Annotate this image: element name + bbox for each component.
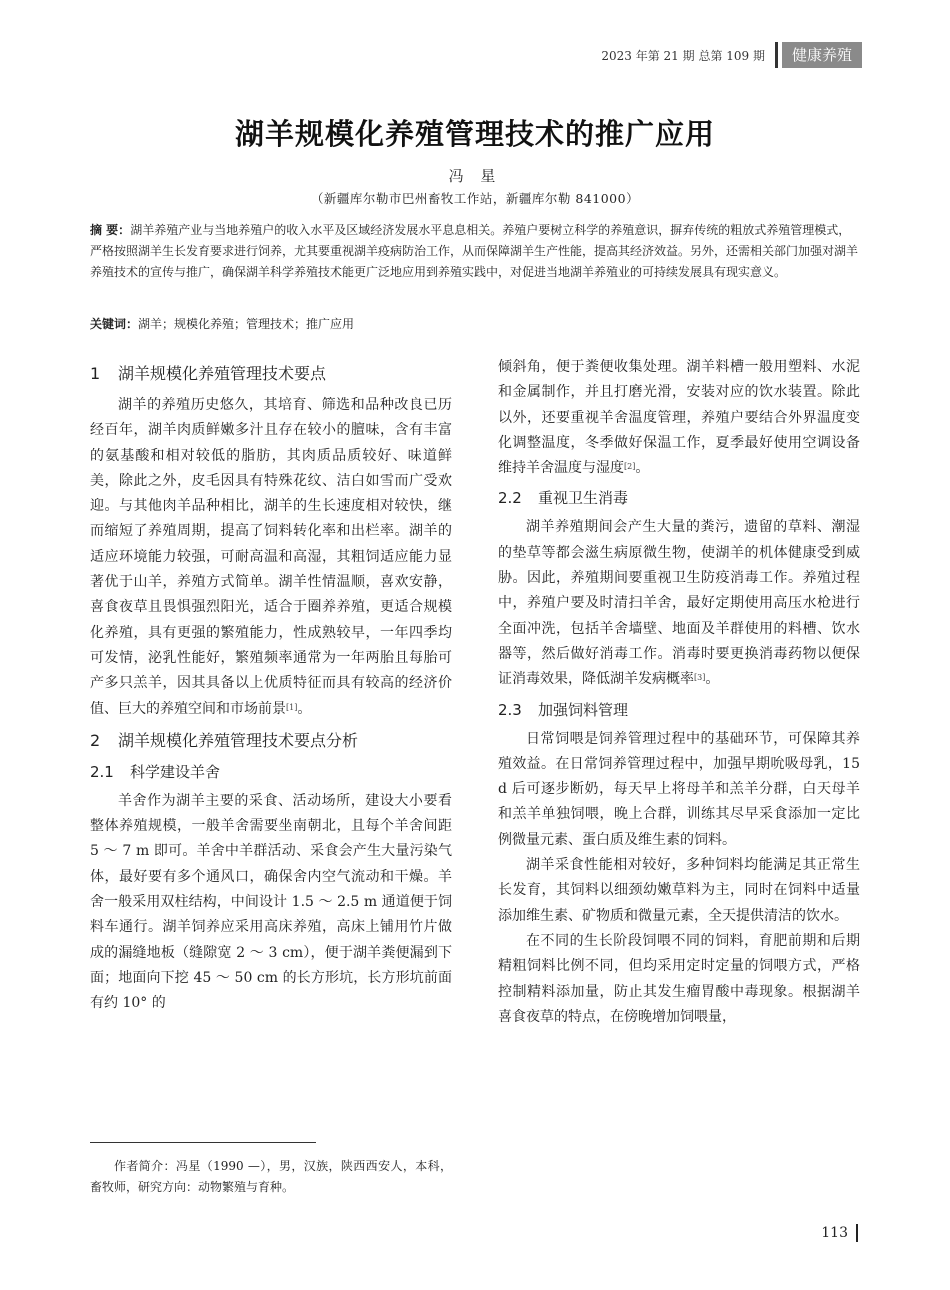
subsection-heading-2-3: 2.3 加强饲料管理 [498, 700, 629, 719]
citation-ref[interactable]: [3] [694, 673, 706, 683]
paper-title: 湖羊规模化养殖管理技术的推广应用 [234, 117, 715, 151]
body-paragraph: 日常饲喂是饲养管理过程中的基础环节，可保障其养殖效益。在日常饲养管理过程中，加强早期吮吸母乳，15 d 后可逐步断奶，每天早上将母羊和羔羊分群，白天母羊和羔羊单独饲喂，晚上合群，训练其尽早采食添加一定比例微量元素、蛋白质及维生素的饲料。 [498, 730, 860, 848]
abstract [90, 220, 862, 283]
body-paragraph: 在不同的生长阶段饲喂不同的饲料，育肥前期和后期精粗饲料比例不同，但均采用定时定量的饲喂方式，严格控制精料添加量，防止其发生瘤胃酸中毒现象。根据湖羊喜食夜草的特点，在傍晚增加饲喂量， [498, 932, 860, 1025]
section-heading-2: 2 湖羊规模化养殖管理技术要点分析 [90, 730, 359, 750]
author-footnote: 作者简介：冯星（1990 —），男，汉族，陕西西安人，本科，畜牧师，研究方向：动物繁殖与育种。 [90, 1159, 452, 1194]
right-column [498, 355, 860, 1030]
page-number [821, 1224, 858, 1242]
author-name: 冯 星 [448, 167, 502, 185]
citation-ref[interactable]: [1] [286, 702, 298, 712]
footnote-divider [90, 1142, 316, 1143]
keywords [90, 314, 862, 334]
body-paragraph-continued: 倾斜角，便于粪便收集处理。湖羊料槽一般用塑料、水泥和金属制作，并且打磨光滑，安装对应的饮水装置。除此以外，还要重视羊舍温度管理，养殖户要结合外界温度变化调整温度，冬季做好保温工作，夏季最好使用空调设备维持羊舍温度与湿度[2]。 [498, 359, 860, 477]
author-affiliation: （新疆库尔勒市巴州畜牧工作站，新疆库尔勒 841000） [310, 191, 640, 206]
page-number-text: 113 [821, 1225, 848, 1241]
body-paragraph: 羊舍作为湖羊主要的采食、活动场所，建设大小要看整体养殖规模，一般羊舍需要坐南朝北，且每个羊舍间距 5 ～ 7 m 即可。羊舍中羊群活动、采食会产生大量污染气体，最好要有多个通风口，确保舍内空气流动和干燥。羊舍一般采用双柱结构，中间设计 1.5 ～ 2.5 m 通道便于饲料车通行。湖羊饲养应采用高床养殖，高床上铺用竹片做成的漏缝地板（缝隙宽 2 ～ 3 cm），便于湖羊粪便漏到下面；地面向下挖 45 ～ 50 cm 的长方形坑，长方形坑前面有约 10° 的 [90, 792, 452, 1012]
subsection-heading-2-2: 2.2 重视卫生消毒 [498, 489, 629, 508]
subsection-heading-2-1: 2.1 科学建设羊舍 [90, 762, 221, 781]
page-number-bar [856, 1224, 858, 1242]
running-header [601, 42, 862, 68]
section-tag: 健康养殖 [782, 42, 862, 68]
abstract-label: 摘 要： [90, 223, 131, 237]
abstract-text: 湖羊养殖产业与当地养殖户的收入水平及区域经济发展水平息息相关。养殖户要树立科学的养殖意识，摒弃传统的粗放式养殖管理模式，严格按照湖羊生长发育要求进行饲养，尤其要重视湖羊疫病防治工作，从而保障湖羊生产性能，提高其经济效益。另外，还需相关部门加强对湖羊养殖技术的宣传与推广，确保湖羊科学养殖技术能更广泛地应用到养殖实践中，对促进当地湖羊养殖业的可持续发展具有现实意义。 [90, 223, 859, 279]
issue-info: 2023 年第 21 期 总第 109 期 [601, 48, 765, 63]
body-paragraph: 湖羊采食性能相对较好，多种饲料均能满足其正常生长发育，其饲料以细颈幼嫩草料为主，同时在饲料中适量添加维生素、矿物质和微量元素，全天提供清洁的饮水。 [498, 857, 860, 924]
section-heading-1: 1 湖羊规模化养殖管理技术要点 [90, 364, 327, 383]
citation-ref[interactable]: [2] [624, 462, 636, 472]
body-paragraph: 湖羊养殖期间会产生大量的粪污，遗留的草料、潮湿的垫草等都会滋生病原微生物，使湖羊的机体健康受到威胁。因此，养殖期间要重视卫生防疫消毒工作。养殖过程中，养殖户要及时清扫羊舍，最好定期使用高压水枪进行全面冲洗，包括羊舍墙壁、地面及羊群使用的料槽、饮水器等，然后做好消毒工作。消毒时要更换消毒药物以便保证消毒效果，降低湖羊发病概率[3]。 [498, 519, 860, 688]
left-column [90, 355, 452, 1017]
keywords-text: 湖羊；规模化养殖；管理技术；推广应用 [138, 317, 355, 331]
body-paragraph: 湖羊的养殖历史悠久，其培育、筛选和品种改良已历经百年，湖羊肉质鲜嫩多汁且存在较小的膻味，含有丰富的氨基酸和相对较低的脂肪，其肉质品质较好、味道鲜美，除此之外，皮毛因具有特殊花纹、洁白如雪而广受欢迎。与其他肉羊品种相比，湖羊的生长速度相对较快，继而缩短了养殖周期，提高了饲料转化率和出栏率。湖羊的适应环境能力较强，可耐高温和高湿，其粗饲适应能力显著优于山羊，养殖方式简单。湖羊性情温顺，喜欢安静，喜食夜草且畏惧强烈阳光，适合于圈养养殖，更适合规模化养殖，具有更强的繁殖能力，性成熟较早，一年四季均可发情，泌乳性能好，繁殖频率通常为一年两胎且每胎可产多只羔羊，因其具备以上优质特征而具有较高的经济价值、巨大的养殖空间和市场前景[1]。 [90, 397, 452, 717]
header-divider [775, 42, 778, 68]
keywords-label: 关键词： [90, 317, 139, 331]
